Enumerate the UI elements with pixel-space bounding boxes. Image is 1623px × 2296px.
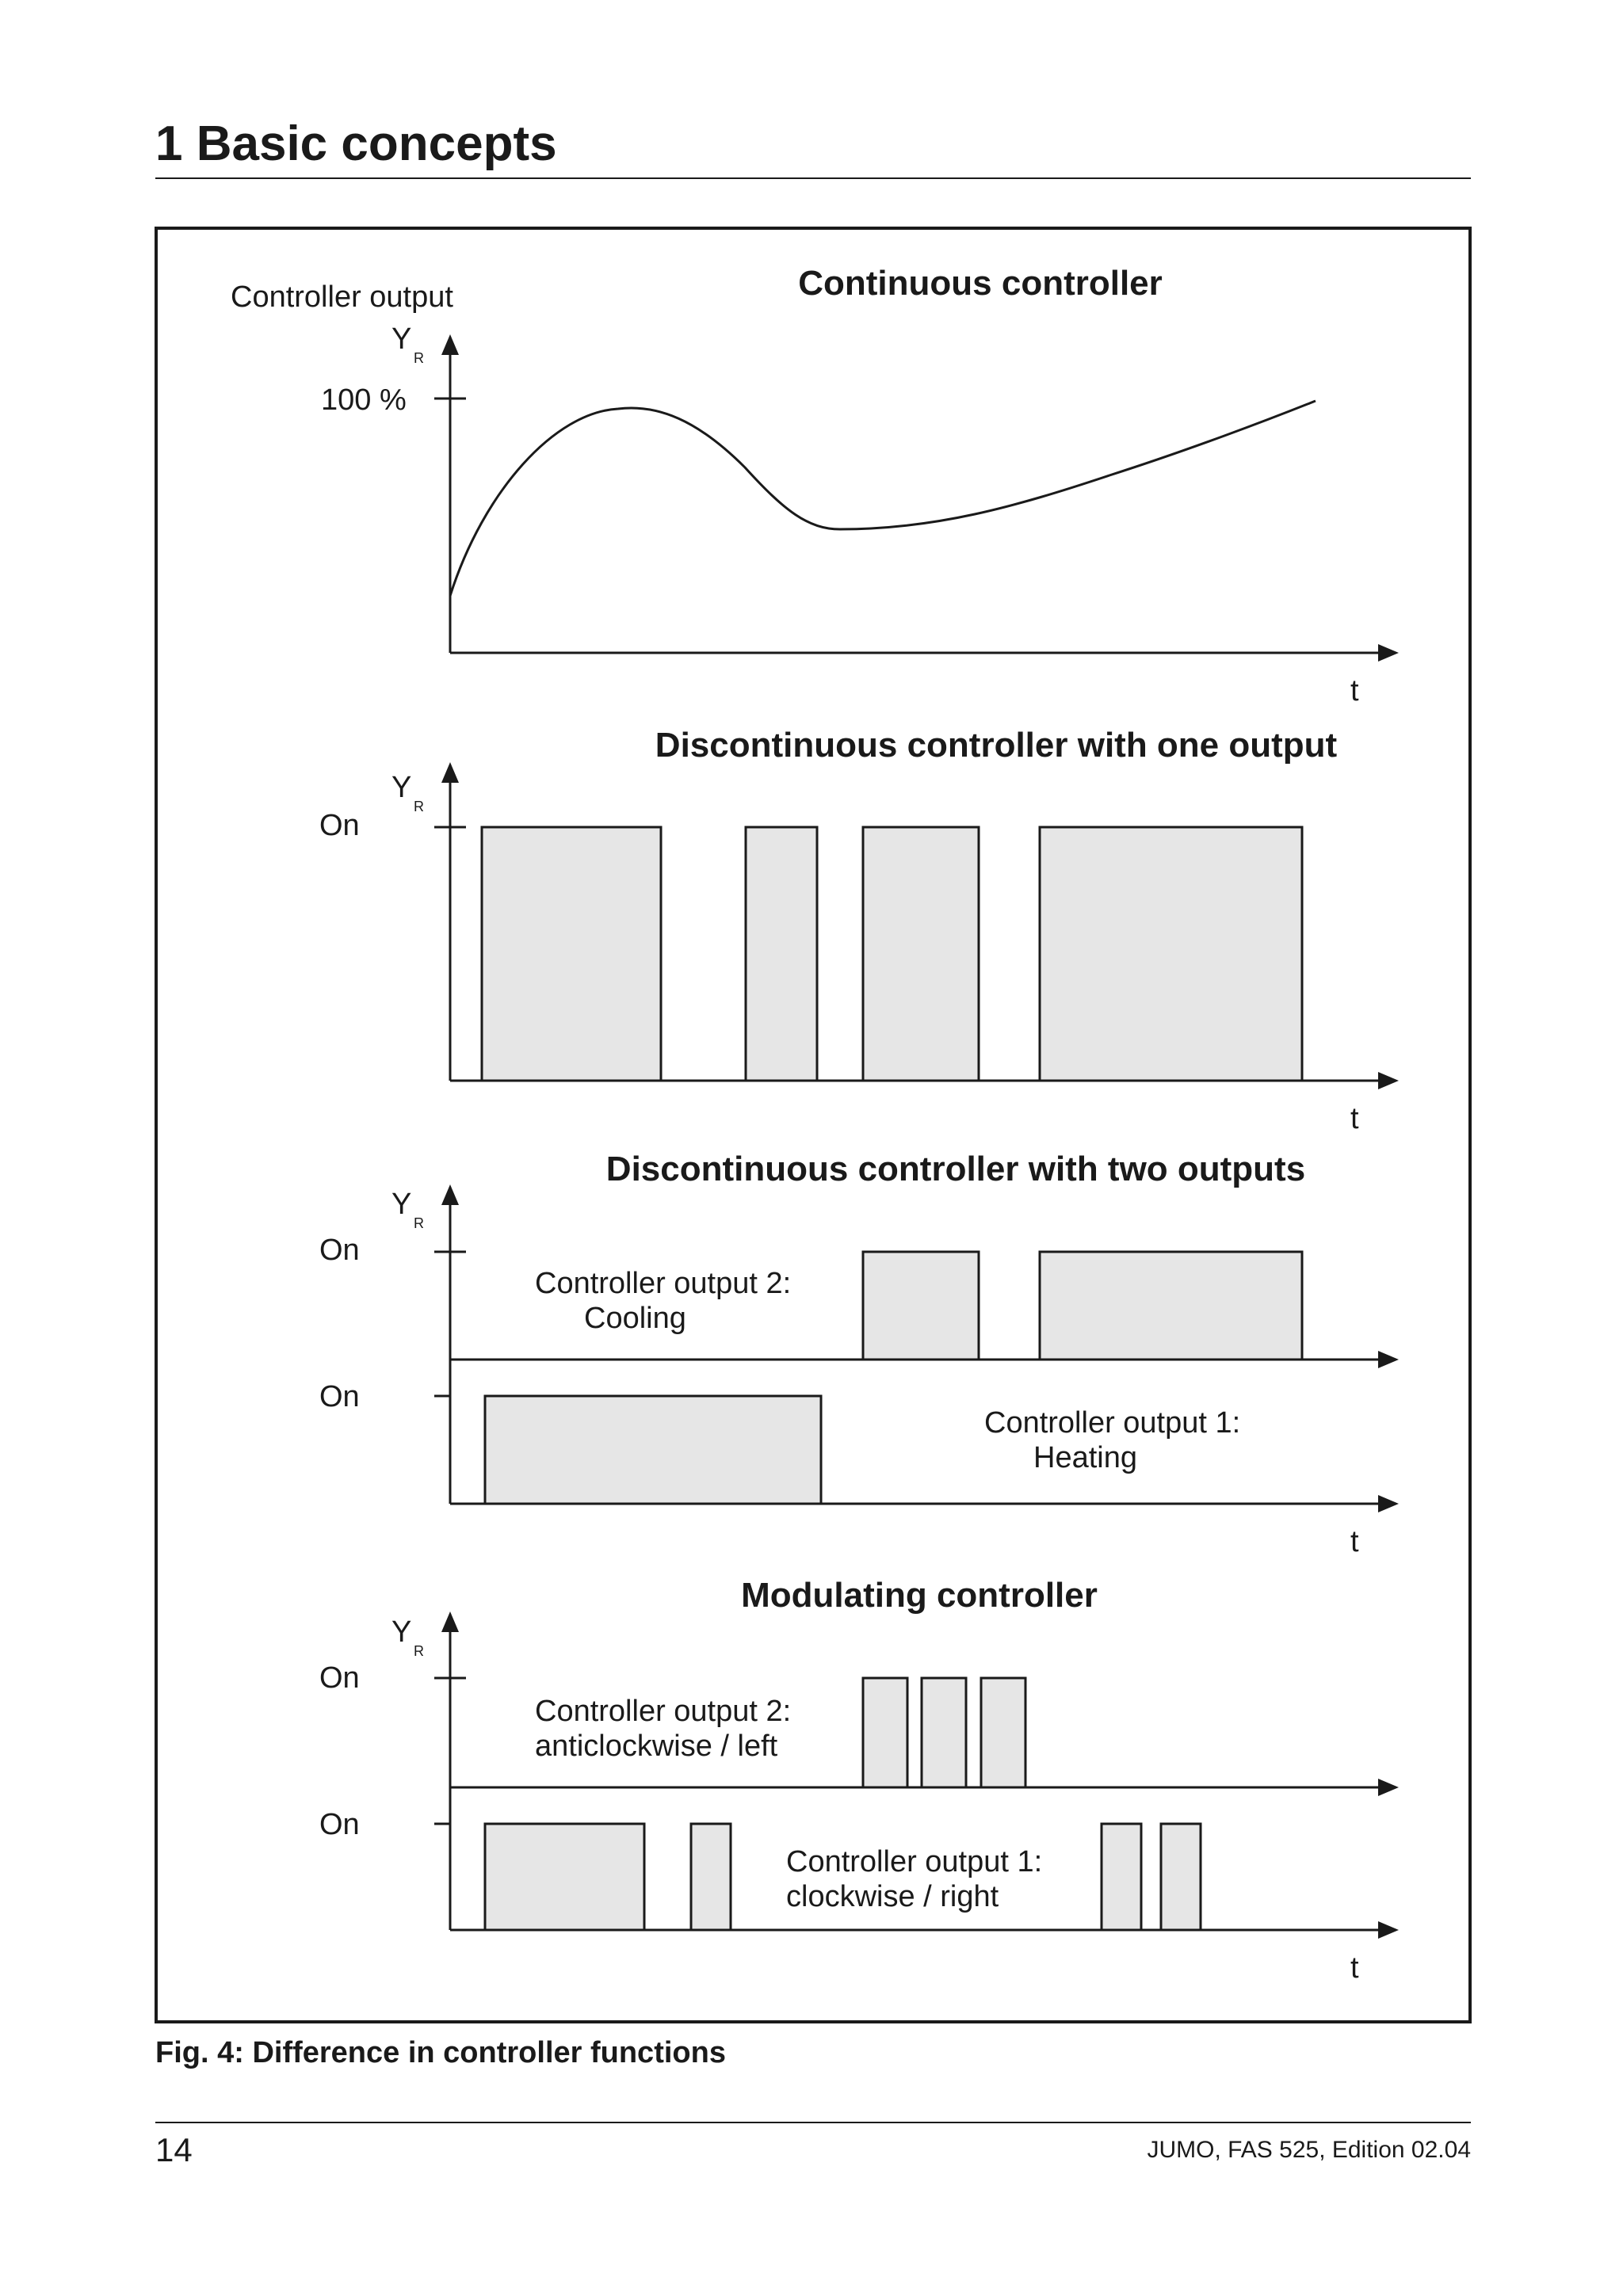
y-axis-subscript: R xyxy=(414,1643,424,1659)
output-pulse xyxy=(1040,827,1302,1081)
cooling-pulse xyxy=(1040,1252,1302,1360)
on-label-output1: On xyxy=(319,1380,360,1413)
discontinuous-two-title: Discontinuous controller with two outputs xyxy=(605,1150,1306,1188)
clockwise-pulse xyxy=(485,1824,644,1930)
y-axis-arrow xyxy=(441,1184,459,1205)
output1-function: clockwise / right xyxy=(786,1880,999,1913)
panel-modulating xyxy=(319,1576,1399,1985)
edition-info: JUMO, FAS 525, Edition 02.04 xyxy=(1147,2137,1471,2163)
on-label-output2: On xyxy=(319,1234,360,1267)
anticlockwise-pulse xyxy=(922,1678,966,1787)
panel-continuous xyxy=(231,264,1399,707)
clockwise-pulse xyxy=(1102,1824,1141,1930)
y-axis-arrow xyxy=(441,1611,459,1632)
clockwise-pulse xyxy=(1161,1824,1201,1930)
anticlockwise-pulse xyxy=(981,1678,1025,1787)
output-pulse xyxy=(863,827,979,1081)
continuous-y-caption: Controller output xyxy=(231,280,453,314)
x-axis-arrow xyxy=(1378,1072,1399,1089)
cooling-pulse xyxy=(863,1252,979,1360)
figure-frame xyxy=(156,228,1470,2022)
output2-label: Controller output 2: xyxy=(535,1695,792,1728)
x-axis-arrow xyxy=(1378,1351,1399,1368)
y-axis-symbol: Y xyxy=(391,322,412,356)
on-label-output1: On xyxy=(319,1808,360,1841)
on-label-output2: On xyxy=(319,1661,360,1695)
x-axis-arrow xyxy=(1378,1921,1399,1939)
y-axis-subscript: R xyxy=(414,350,424,366)
y-axis-arrow xyxy=(441,762,459,783)
output1-function: Heating xyxy=(1033,1441,1137,1474)
y-axis-subscript: R xyxy=(414,799,424,814)
y-tick-100-label: 100 % xyxy=(321,383,407,417)
panel-discontinuous-two xyxy=(319,1150,1399,1558)
controller-output-curve xyxy=(450,401,1316,596)
on-label: On xyxy=(319,809,360,842)
y-axis-symbol: Y xyxy=(391,1615,412,1649)
page-heading: 1 Basic concepts xyxy=(155,116,557,171)
anticlockwise-pulse xyxy=(863,1678,907,1787)
modulating-title: Modulating controller xyxy=(741,1576,1098,1615)
output2-label: Controller output 2: xyxy=(535,1267,792,1300)
y-axis-symbol: Y xyxy=(391,771,412,804)
x-axis-label: t xyxy=(1350,674,1359,707)
x-axis-label: t xyxy=(1350,1102,1359,1135)
figure-caption: Fig. 4: Difference in controller functions xyxy=(155,2036,726,2069)
output-pulse xyxy=(746,827,817,1081)
output1-label: Controller output 1: xyxy=(984,1406,1241,1440)
continuous-title: Continuous controller xyxy=(798,264,1163,303)
x-axis-arrow xyxy=(1378,1779,1399,1796)
footer-rule xyxy=(155,2122,1471,2123)
x-axis-arrow xyxy=(1378,644,1399,662)
output1-label: Controller output 1: xyxy=(786,1845,1043,1878)
discontinuous-one-title: Discontinuous controller with one output xyxy=(655,726,1338,765)
heating-pulse xyxy=(485,1396,821,1504)
clockwise-pulse xyxy=(691,1824,731,1930)
output2-function: Cooling xyxy=(584,1302,686,1335)
x-axis-label: t xyxy=(1350,1525,1359,1558)
output-pulse xyxy=(482,827,661,1081)
panel-discontinuous-one xyxy=(319,726,1399,1135)
x-axis-label: t xyxy=(1350,1951,1359,1985)
output2-function: anticlockwise / left xyxy=(535,1730,778,1763)
x-axis-arrow xyxy=(1378,1495,1399,1512)
y-axis-subscript: R xyxy=(414,1215,424,1231)
page-number: 14 xyxy=(155,2131,193,2168)
y-axis-symbol: Y xyxy=(391,1188,412,1221)
y-axis-arrow xyxy=(441,334,459,355)
